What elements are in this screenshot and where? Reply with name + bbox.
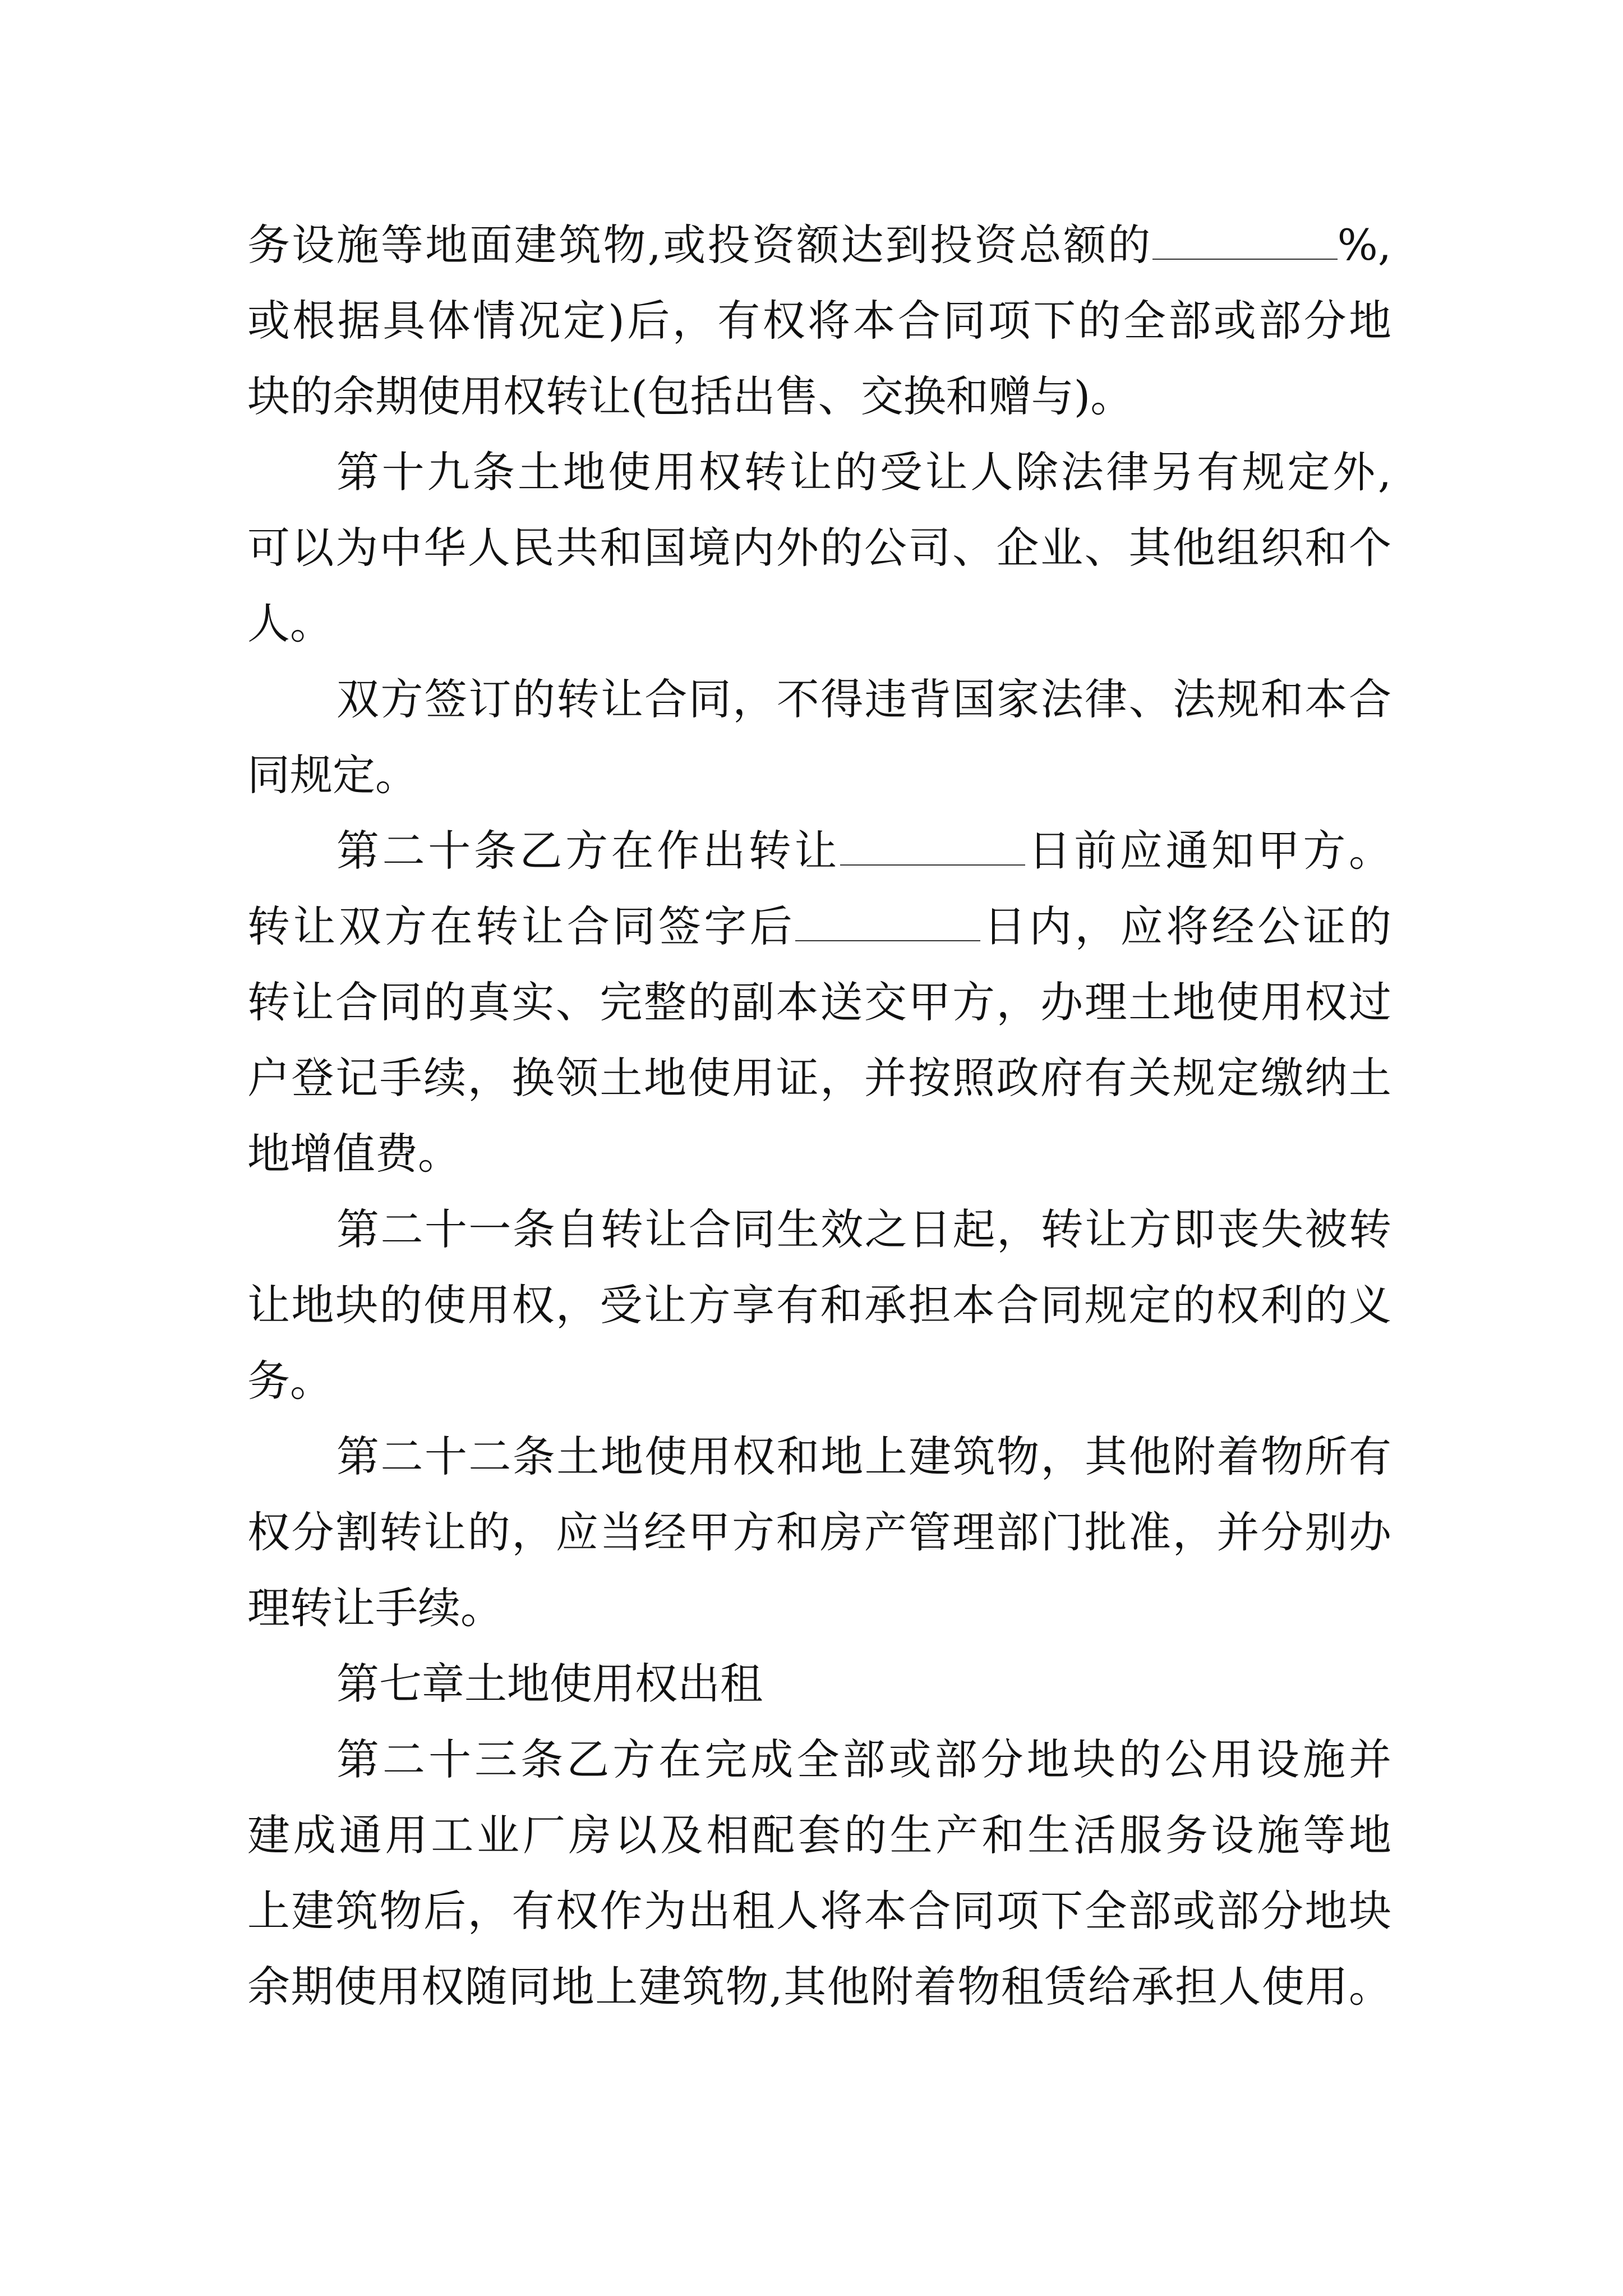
- text-line: 理转让手续。: [247, 1583, 503, 1633]
- fill-in-blank: [795, 907, 980, 941]
- text-line: 权分割转让的，应当经甲方和房产管理部门批准，并分别办: [247, 1507, 1391, 1557]
- article-21-line: 第二十一条自转让合同生效之日起，转让方即丧失被转: [336, 1204, 1391, 1254]
- text-line: 余期使用权随同地上建筑物,其他附着物租赁给承担人使用。: [247, 1962, 1391, 2012]
- text-line: 块的余期使用权转让(包括出售、交换和赠与)。: [247, 371, 1133, 421]
- text-line: 人。: [247, 599, 333, 648]
- text-segment: %,: [1337, 220, 1391, 270]
- text-line: 可以为中华人民共和国境内外的公司、企业、其他组织和个: [247, 523, 1391, 573]
- chapter-heading: 第七章土地使用权出租: [336, 1659, 763, 1709]
- text-line: 双方签订的转让合同，不得违背国家法律、法规和本合: [336, 674, 1391, 724]
- fill-in-blank: [1152, 225, 1338, 260]
- text-line: 上建筑物后，有权作为出租人将本合同项下全部或部分地块: [247, 1886, 1391, 1936]
- text-segment: 务设施等地面建筑物,或投资额达到投资总额的: [247, 220, 1152, 270]
- text-line: 户登记手续，换领土地使用证，并按照政府有关规定缴纳土: [247, 1053, 1391, 1103]
- fill-in-blank: [840, 831, 1025, 866]
- text-line: 让地块的使用权，受让方享有和承担本合同规定的权利的义: [247, 1280, 1391, 1330]
- text-line: 同规定。: [247, 750, 418, 800]
- text-segment: 转让双方在转让合同签字后: [247, 901, 796, 951]
- article-20-line: [336, 823, 1391, 879]
- text-line: [247, 217, 1391, 273]
- text-line: 转让合同的真实、完整的副本送交甲方，办理土地使用权过: [247, 977, 1391, 1027]
- text-line: 或根据具体情况定)后，有权将本合同项下的全部或部分地: [247, 296, 1391, 346]
- article-23-line: 第二十三条乙方在完成全部或部分地块的公用设施并: [336, 1734, 1391, 1784]
- text-line: 务。: [247, 1356, 333, 1406]
- text-line: [247, 899, 1391, 955]
- text-segment: 第二十条乙方在作出转让: [336, 826, 840, 876]
- text-segment: 日前应通知甲方。: [1025, 826, 1392, 876]
- text-line: 地增值费。: [247, 1129, 460, 1179]
- text-segment: 日内，应将经公证的: [980, 901, 1392, 951]
- text-line: 建成通用工业厂房以及相配套的生产和生活服务设施等地: [247, 1810, 1391, 1860]
- article-19-line: 第十九条土地使用权转让的受让人除法律另有规定外,: [336, 447, 1391, 497]
- article-22-line: 第二十二条土地使用权和地上建筑物，其他附着物所有: [336, 1432, 1391, 1481]
